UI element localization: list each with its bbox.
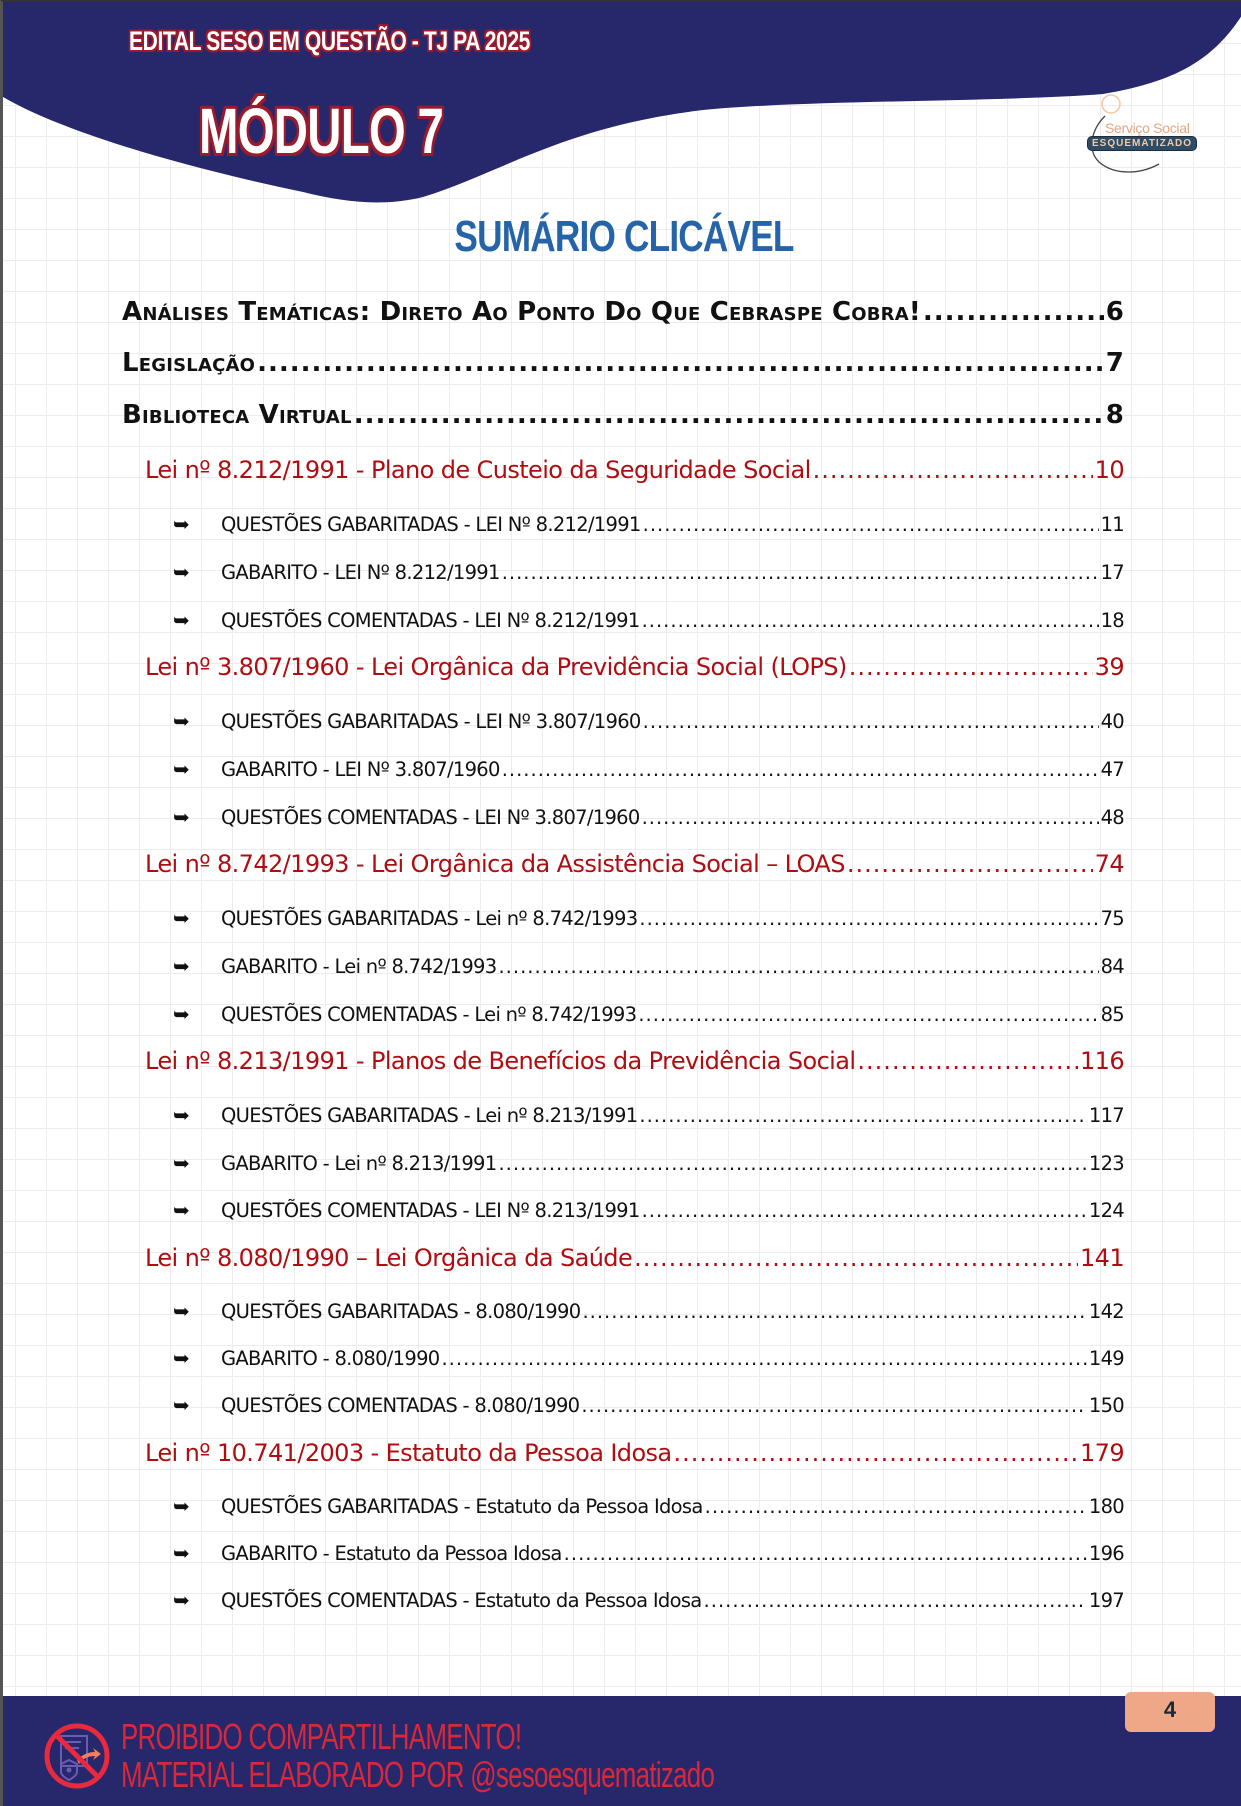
toc-entry-questoes-gabaritadas-3807[interactable] xyxy=(173,709,1124,737)
curved-arrow-icon: ➥ xyxy=(173,1588,190,1612)
toc-entry-questoes-gabaritadas-8080[interactable] xyxy=(173,1299,1124,1327)
toc-entry-label: QUESTÕES COMENTADAS - LEI Nº 8.212/1991 xyxy=(221,609,640,632)
toc-entry-page: 18 xyxy=(1100,609,1124,632)
toc-entry-lei-3807[interactable] xyxy=(145,653,1124,685)
toc-entry-questoes-comentadas-8080[interactable] xyxy=(173,1393,1124,1421)
curved-arrow-icon: ➥ xyxy=(173,1541,190,1565)
edital-title: EDITAL SESO EM QUESTÃO - TJ PA 2025 xyxy=(129,26,531,56)
curved-arrow-icon: ➥ xyxy=(173,1198,190,1222)
leader-dots xyxy=(441,1347,1086,1370)
module-title: MÓDULO 7 xyxy=(199,95,444,167)
curved-arrow-icon: ➥ xyxy=(173,1494,190,1518)
toc-title xyxy=(3,212,1241,262)
toc-entry-page: 7 xyxy=(1105,348,1124,378)
toc-entry-label: QUESTÕES GABARITADAS - Lei nº 8.213/1991 xyxy=(221,1104,638,1127)
leader-dots xyxy=(639,907,1098,930)
curved-arrow-icon: ➥ xyxy=(173,709,190,733)
footer-credit-prefix: MATERIAL ELABORADO POR xyxy=(121,1754,471,1795)
toc-entry-label: GABARITO - Lei nº 8.213/1991 xyxy=(221,1152,497,1175)
toc-entry-page: 150 xyxy=(1088,1394,1124,1417)
toc-entry-questoes-gabaritadas-8212[interactable] xyxy=(173,512,1124,540)
toc-entry-label: Biblioteca Virtual xyxy=(122,400,352,430)
toc-entry-label: Lei nº 10.741/2003 - Estatuto da Pessoa Idosa xyxy=(145,1439,672,1467)
toc-entry-label: QUESTÕES COMENTADAS - Lei nº 8.742/1993 xyxy=(221,1003,637,1026)
toc-entry-label: QUESTÕES GABARITADAS - LEI Nº 3.807/1960 xyxy=(221,710,641,733)
toc-entry-page: 17 xyxy=(1100,561,1124,584)
toc-entry-biblioteca-virtual[interactable] xyxy=(122,400,1124,436)
toc-entry-questoes-gabaritadas-8742[interactable] xyxy=(173,906,1124,934)
leader-dots xyxy=(498,1152,1086,1175)
toc-entry-page: 116 xyxy=(1079,1047,1124,1075)
toc-entry-label: QUESTÕES COMENTADAS - LEI Nº 3.807/1960 xyxy=(221,806,640,829)
curved-arrow-icon: ➥ xyxy=(173,906,190,930)
leader-dots xyxy=(704,1589,1087,1612)
toc-entry-page: 180 xyxy=(1088,1495,1124,1518)
toc-entry-page: 197 xyxy=(1088,1589,1124,1612)
toc-entry-gabarito-8742[interactable] xyxy=(173,954,1124,982)
curved-arrow-icon: ➥ xyxy=(173,1103,190,1127)
leader-dots xyxy=(643,513,1099,536)
leader-dots xyxy=(674,1439,1078,1467)
leader-dots xyxy=(582,1300,1086,1323)
footer-line-1: PROIBIDO COMPARTILHAMENTO! xyxy=(121,1716,522,1757)
toc-entry-page: 75 xyxy=(1100,907,1124,930)
leader-dots xyxy=(923,297,1104,327)
leader-dots xyxy=(639,1104,1086,1127)
curved-arrow-icon: ➥ xyxy=(173,1299,190,1323)
toc-entry-label: GABARITO - Estatuto da Pessoa Idosa xyxy=(221,1542,562,1565)
toc-entry-gabarito-3807[interactable] xyxy=(173,757,1124,785)
footer-warning xyxy=(121,1718,714,1794)
leader-dots xyxy=(849,653,1093,681)
toc-title-text: SUMÁRIO CLICÁVEL xyxy=(453,212,794,261)
toc-entry-lei-8742[interactable] xyxy=(145,850,1124,882)
leader-dots xyxy=(257,348,1104,378)
leader-dots xyxy=(581,1394,1087,1417)
toc-entry-page: 141 xyxy=(1079,1244,1124,1272)
toc-entry-page: 123 xyxy=(1088,1152,1124,1175)
toc-entry-label: Lei nº 3.807/1960 - Lei Orgânica da Previdência Social (LOPS) xyxy=(145,653,847,681)
toc-entry-label: Lei nº 8.742/1993 - Lei Orgânica da Assistência Social – LOAS xyxy=(145,850,845,878)
toc-entry-page: 6 xyxy=(1105,297,1124,327)
footer-line-2 xyxy=(121,1756,714,1794)
curved-arrow-icon: ➥ xyxy=(173,512,190,536)
logo-top-text: Serviço Social xyxy=(1105,120,1190,136)
toc-entry-page: 196 xyxy=(1088,1542,1124,1565)
toc-entry-page: 142 xyxy=(1088,1300,1124,1323)
toc-entry-questoes-comentadas-8212[interactable] xyxy=(173,608,1124,636)
leader-dots xyxy=(634,1244,1078,1272)
toc-entry-label: QUESTÕES COMENTADAS - Estatuto da Pessoa Idosa xyxy=(221,1589,702,1612)
toc-entry-lei-8212[interactable] xyxy=(145,456,1124,488)
toc-entry-analises-tematicas[interactable] xyxy=(122,297,1124,333)
toc-entry-label: Lei nº 8.212/1991 - Plano de Custeio da Seguridade Social xyxy=(145,456,811,484)
curved-arrow-icon: ➥ xyxy=(173,1393,190,1417)
servico-social-logo xyxy=(1081,90,1211,180)
leader-dots xyxy=(813,456,1093,484)
toc-entry-label: GABARITO - LEI Nº 8.212/1991 xyxy=(221,561,500,584)
curved-arrow-icon: ➥ xyxy=(173,954,190,978)
toc-entry-questoes-comentadas-8213[interactable] xyxy=(173,1198,1124,1226)
toc-entry-page: 11 xyxy=(1100,513,1124,536)
toc-entry-label: Legislação xyxy=(122,348,256,378)
logo-badge-text: ESQUEMATIZADO xyxy=(1087,136,1197,151)
toc-entry-page: 47 xyxy=(1100,758,1124,781)
leader-dots xyxy=(354,400,1104,430)
leader-dots xyxy=(642,609,1099,632)
toc-entry-page: 124 xyxy=(1088,1199,1124,1222)
curved-arrow-icon: ➥ xyxy=(173,805,190,829)
footer-handle: @sesoesquematizado xyxy=(470,1754,715,1795)
toc-entry-lei-8080[interactable] xyxy=(145,1244,1124,1276)
toc-entry-label: QUESTÕES GABARITADAS - Estatuto da Pessoa Idosa xyxy=(221,1495,703,1518)
toc-entry-page: 48 xyxy=(1100,806,1124,829)
toc-entry-gabarito-8080[interactable] xyxy=(173,1346,1124,1374)
toc-entry-label: Lei nº 8.080/1990 – Lei Orgânica da Saúde xyxy=(145,1244,633,1272)
curved-arrow-icon: ➥ xyxy=(173,608,190,632)
toc-entry-page: 10 xyxy=(1094,456,1124,484)
toc-entry-label: GABARITO - 8.080/1990 xyxy=(221,1347,440,1370)
curved-arrow-icon: ➥ xyxy=(173,757,190,781)
toc-entry-label: QUESTÕES GABARITADAS - LEI Nº 8.212/1991 xyxy=(221,513,641,536)
toc-entry-page: 39 xyxy=(1094,653,1124,681)
toc-entry-lei-10741[interactable] xyxy=(145,1439,1124,1471)
toc-entry-page: 8 xyxy=(1105,400,1124,430)
toc-entry-gabarito-idosa[interactable] xyxy=(173,1541,1124,1569)
leader-dots xyxy=(857,1047,1078,1075)
leader-dots xyxy=(642,806,1099,829)
curved-arrow-icon: ➥ xyxy=(173,1151,190,1175)
leader-dots xyxy=(498,955,1098,978)
toc-entry-gabarito-8212[interactable] xyxy=(173,560,1124,588)
toc-entry-label: QUESTÕES GABARITADAS - Lei nº 8.742/1993 xyxy=(221,907,638,930)
leader-dots xyxy=(705,1495,1087,1518)
curved-arrow-icon: ➥ xyxy=(173,1002,190,1026)
toc-entry-questoes-comentadas-8742[interactable] xyxy=(173,1002,1124,1030)
toc-entry-legislacao[interactable] xyxy=(122,348,1124,384)
leader-dots xyxy=(502,561,1099,584)
toc-entry-label: Análises Temáticas: Direto Ao Ponto Do Que Cebraspe Cobra! xyxy=(122,297,921,327)
toc-entry-questoes-comentadas-idosa[interactable] xyxy=(173,1588,1124,1616)
toc-entry-label: QUESTÕES COMENTADAS - 8.080/1990 xyxy=(221,1394,580,1417)
curved-arrow-icon: ➥ xyxy=(173,1346,190,1370)
leader-dots xyxy=(502,758,1099,781)
leader-dots xyxy=(638,1003,1098,1026)
leader-dots xyxy=(643,710,1099,733)
toc-entry-page: 40 xyxy=(1100,710,1124,733)
leader-dots xyxy=(642,1199,1087,1222)
toc-entry-label: GABARITO - Lei nº 8.742/1993 xyxy=(221,955,497,978)
leader-dots xyxy=(564,1542,1087,1565)
toc-entry-questoes-comentadas-3807[interactable] xyxy=(173,805,1124,833)
page-number-badge: 4 xyxy=(1125,1692,1215,1732)
curved-arrow-icon: ➥ xyxy=(173,560,190,584)
toc-entry-page: 84 xyxy=(1100,955,1124,978)
toc-entry-lei-8213[interactable] xyxy=(145,1047,1124,1079)
toc-entry-page: 85 xyxy=(1100,1003,1124,1026)
toc-entry-label: Lei nº 8.213/1991 - Planos de Benefícios da Previdência Social xyxy=(145,1047,856,1075)
toc-entry-page: 117 xyxy=(1088,1104,1124,1127)
toc-entry-page: 74 xyxy=(1094,850,1124,878)
toc-entry-page: 179 xyxy=(1079,1439,1124,1467)
toc-entry-label: QUESTÕES GABARITADAS - 8.080/1990 xyxy=(221,1300,581,1323)
toc-entry-questoes-gabaritadas-8213[interactable] xyxy=(173,1103,1124,1131)
toc-entry-questoes-gabaritadas-idosa[interactable] xyxy=(173,1494,1124,1522)
toc-entry-label: QUESTÕES COMENTADAS - LEI Nº 8.213/1991 xyxy=(221,1199,640,1222)
no-sharing-icon xyxy=(41,1720,113,1792)
leader-dots xyxy=(847,850,1093,878)
toc-entry-gabarito-8213[interactable] xyxy=(173,1151,1124,1179)
toc-entry-page: 149 xyxy=(1088,1347,1124,1370)
toc-entry-label: GABARITO - LEI Nº 3.807/1960 xyxy=(221,758,500,781)
